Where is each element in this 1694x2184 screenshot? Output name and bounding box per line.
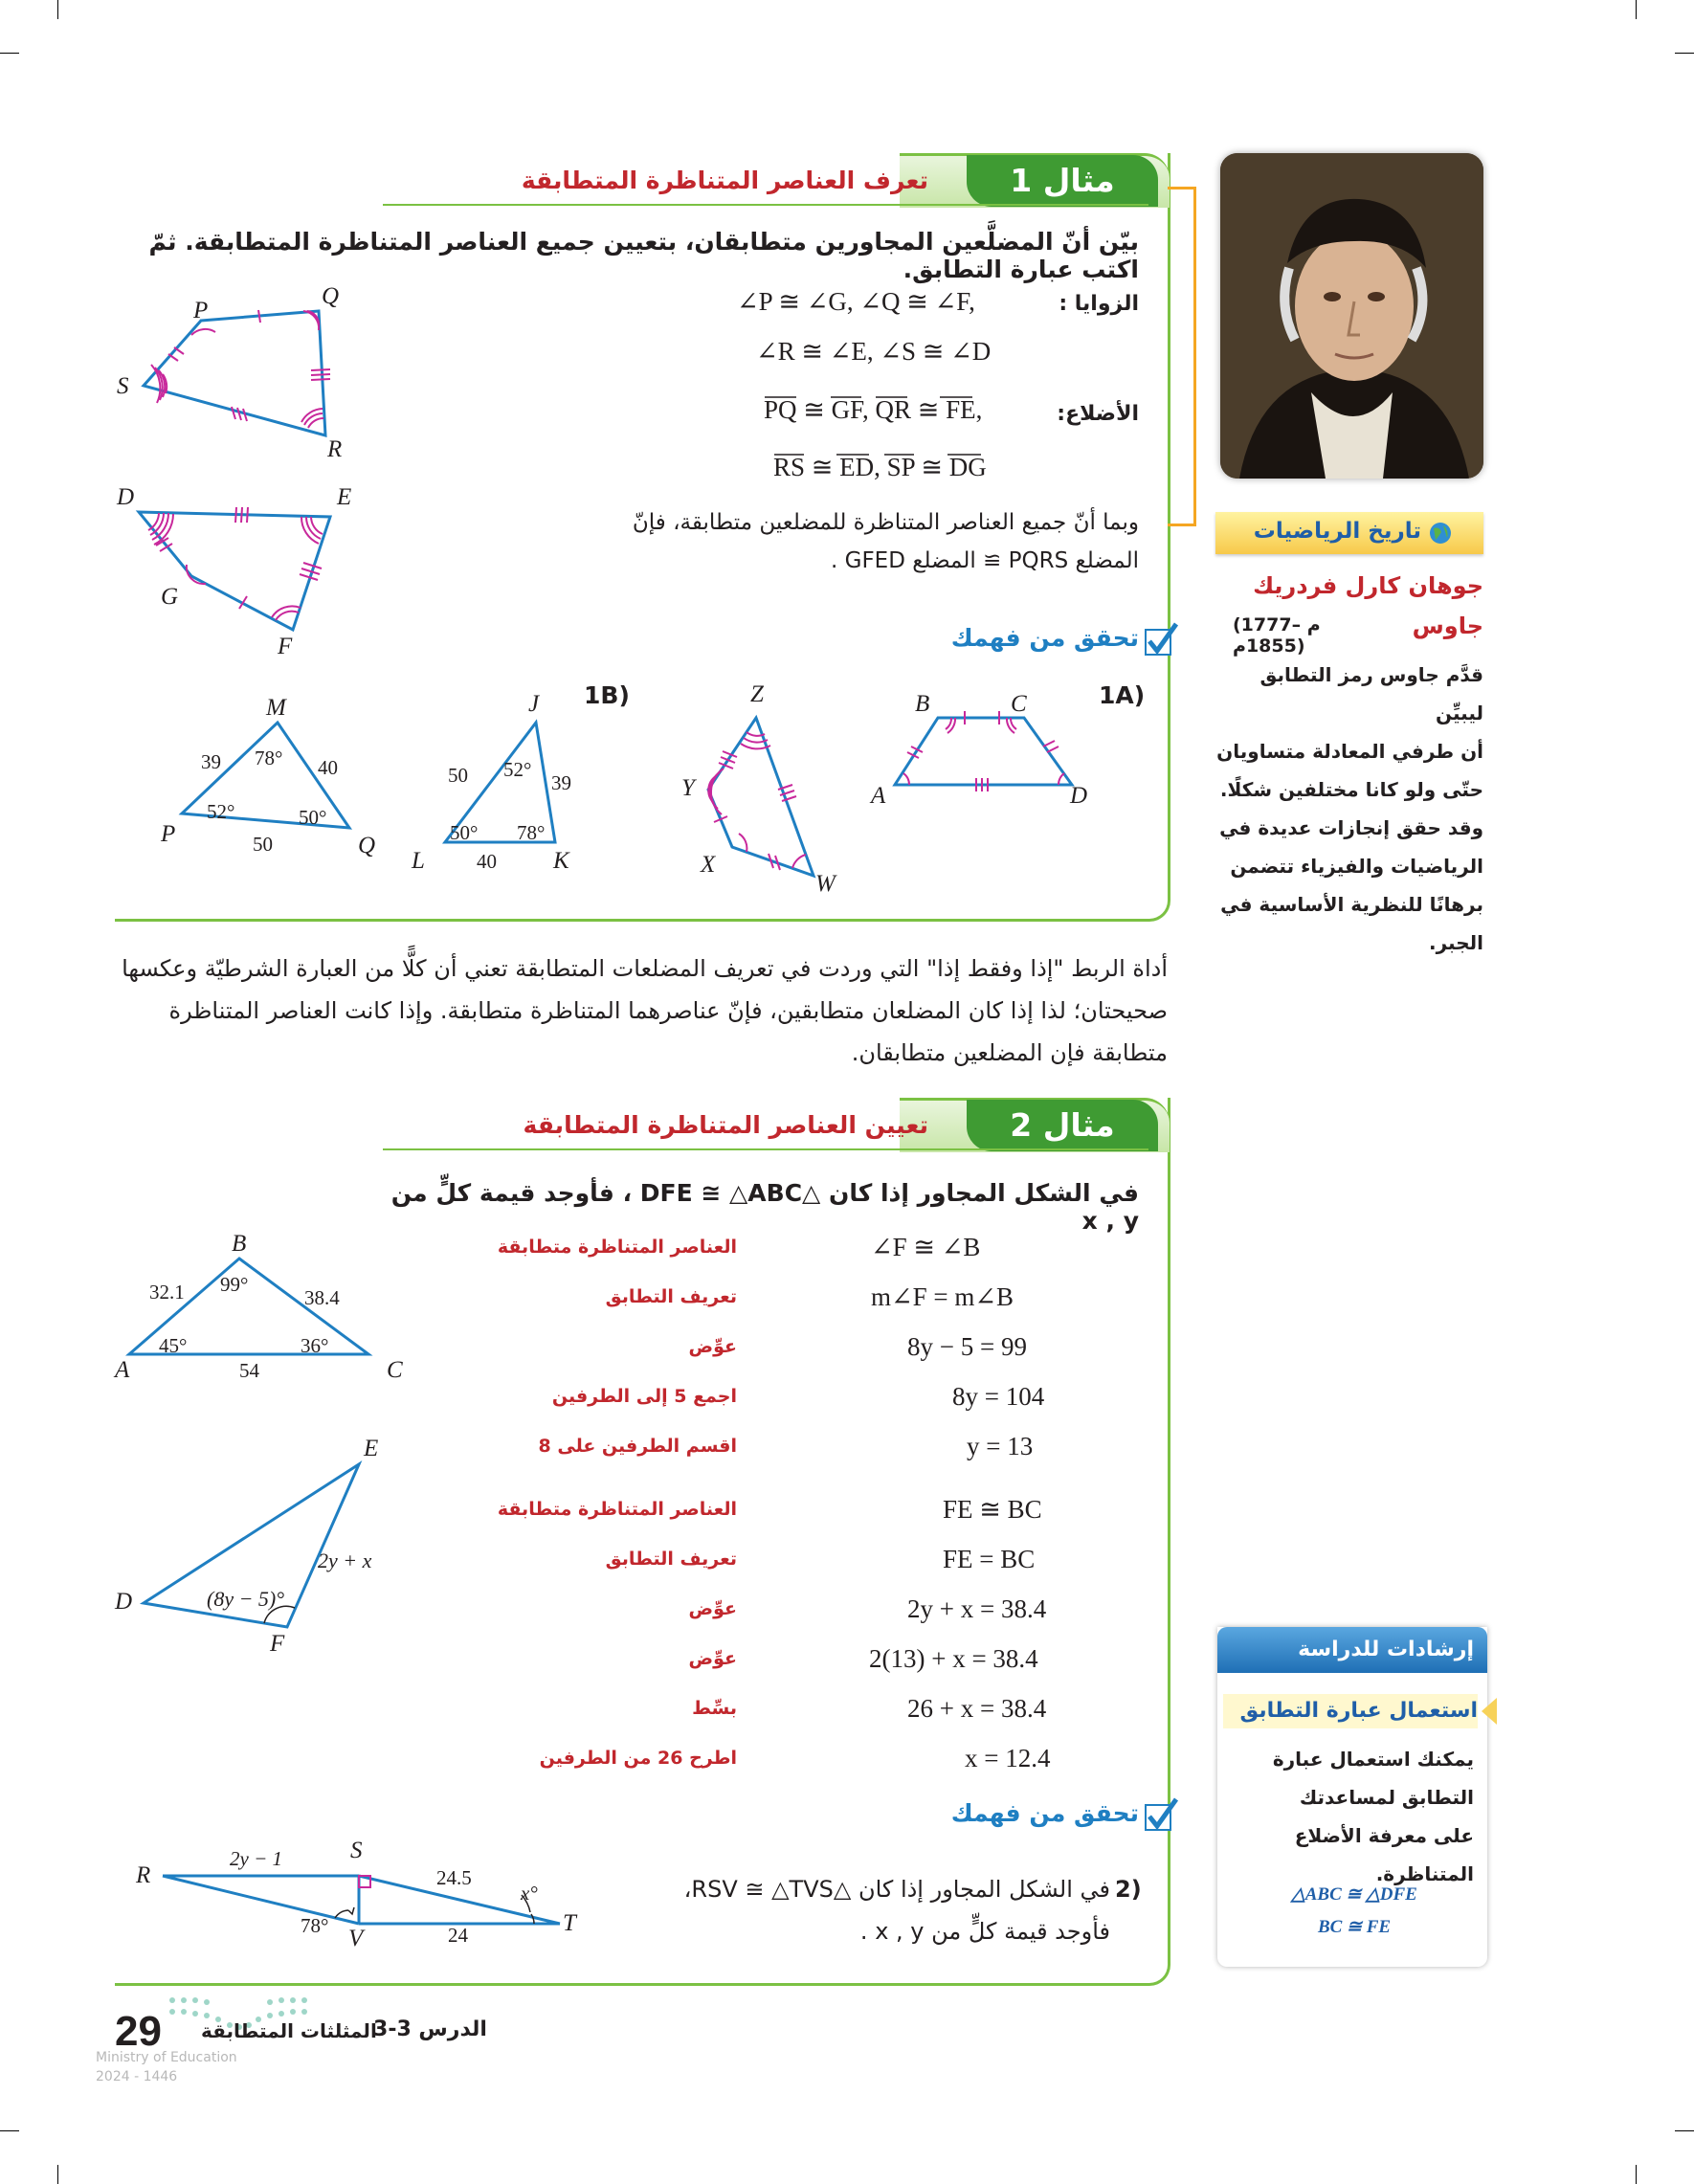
vertex-label: R [327, 436, 343, 462]
quad-pqrs-figure [105, 282, 402, 445]
history-body-line: الرياضيات والفيزياء تتضمن [1230, 855, 1483, 878]
history-title: تاريخ الرياضيات [1253, 519, 1421, 544]
study-tip-line: التطابق لمساعدتك [1299, 1786, 1474, 1809]
pointer-arrow [1482, 1698, 1497, 1725]
vertex-label: T [563, 1910, 576, 1936]
step-equation: FE = BC [943, 1545, 1036, 1573]
crop-mark [1675, 53, 1694, 54]
vertex-label: B [915, 691, 930, 717]
ministry-text: Ministry of Education [96, 2050, 237, 2065]
step-equation: 8y = 104 [952, 1382, 1045, 1411]
vertex-label: R [136, 1862, 151, 1888]
angle-label: 78° [301, 1914, 329, 1937]
side-label: 39 [551, 771, 571, 794]
portrait-image [1220, 153, 1483, 479]
vertex-label: X [701, 852, 716, 878]
lesson-title: المثلثات المتطابقة [201, 2019, 377, 2042]
vertex-label: Q [322, 283, 340, 309]
example1-tab: مثال 1 [967, 155, 1158, 207]
vertex-label: D [117, 484, 135, 510]
step-reason: العناصر المتناظرة متطابقة [497, 1237, 737, 1258]
angle-label: 45° [159, 1334, 188, 1357]
vertex-label: M [266, 695, 286, 721]
figure-rstv [144, 1857, 574, 1933]
globe-icon [1428, 521, 1453, 546]
angle-label: 99° [220, 1273, 249, 1296]
history-body-line: قدَّم جاوس رمز التطابق ليبيِّن [1259, 663, 1483, 724]
vertex-label: W [815, 871, 836, 897]
check-icon [1144, 1797, 1180, 1832]
year-text: 2024 - 1446 [96, 2069, 178, 2084]
vertex-label: F [270, 1631, 285, 1657]
side-label: 40 [318, 756, 338, 779]
history-body [1215, 656, 1483, 962]
paragraph-line: متطابقة فإن المضلعين متطابقان. [851, 1039, 1168, 1066]
vertex-label: P [193, 298, 209, 323]
vertex-label: B [232, 1231, 247, 1257]
study-tip-example2: BC ≅ FE [1317, 1917, 1392, 1937]
step-equation: 8y − 5 = 99 [907, 1332, 1027, 1361]
angles-label: الزوايا : [1059, 292, 1139, 316]
trapezoid-abcd-figure [880, 708, 1091, 804]
angle-expression: x° [521, 1882, 538, 1905]
crop-mark [57, 2165, 58, 2184]
vertex-label: E [364, 1436, 379, 1461]
history-name-line2: جاوس [1412, 613, 1483, 639]
quad-defg-figure [105, 488, 402, 651]
step-reason: اجمع 5 إلى الطرفين [551, 1386, 737, 1407]
study-tip-subtitle: استعمال عبارة التطابق [1223, 1694, 1478, 1728]
vertex-label: Q [358, 833, 376, 858]
crop-mark [0, 53, 19, 54]
question-number: 2) [1115, 1876, 1142, 1903]
question-label-1B: 1B) [584, 681, 630, 709]
vertex-label: P [161, 821, 176, 847]
history-body-line: أن طرفي المعادلة متساويان [1216, 740, 1483, 763]
step-equation: m∠F = m∠B [871, 1282, 1014, 1311]
crop-mark [0, 2130, 19, 2131]
step-reason: اقسم الطرفين على 8 [538, 1436, 737, 1457]
step-equation: 2(13) + x = 38.4 [869, 1644, 1038, 1673]
side-label: 50 [253, 833, 273, 856]
vertex-label: D [115, 1589, 133, 1615]
study-tip-line: يمكنك استعمال عبارة [1272, 1748, 1474, 1771]
study-tip-example1: △ABC ≅ △DFE [1291, 1884, 1417, 1905]
step-equation: FE ≅ BC [943, 1495, 1042, 1524]
vertex-label: S [117, 373, 129, 399]
study-tip-line: على معرفة الأضلاع [1294, 1824, 1474, 1847]
side-label: 38.4 [304, 1286, 340, 1309]
conclusion-line2: المضلع PQRS ≅ المضلع GFED . [831, 548, 1139, 573]
step-reason: تعريف التطابق [605, 1286, 737, 1307]
angle-label: 52° [503, 758, 532, 781]
triangle-mpq-figure [172, 713, 364, 847]
side-label: 24.5 [436, 1866, 472, 1889]
study-tip-body [1230, 1740, 1474, 1893]
angle-label: 52° [207, 800, 235, 823]
lesson-number: الدرس 3-3 [373, 2017, 487, 2041]
step-reason: عوِّض [688, 1598, 737, 1619]
study-tip-title: إرشادات للدراسة [1217, 1627, 1487, 1673]
angles-line1: ∠P ≅ ∠G, ∠Q ≅ ∠F, [737, 287, 975, 316]
step-reason: بسِّط [692, 1698, 737, 1719]
vertex-label: J [528, 691, 540, 717]
vertex-label: L [412, 848, 425, 874]
step-reason: العناصر المتناظرة متطابقة [497, 1499, 737, 1520]
history-body-line: حتّى ولو كانا مختلفين شكلًا. [1219, 778, 1483, 801]
side-label: 39 [201, 750, 221, 773]
sides-line2: RS ≅ ED, SP ≅ DG [773, 453, 987, 481]
example1-instruction: بيّن أنّ المضلَّعين المجاورين متطابقان، بتعيين جميع العناصر المتناظرة المتطابقة. ثمّ اكتب عبارة التطابق. [148, 228, 1139, 283]
history-name-line1: جوهان كارل فردريك [1253, 572, 1483, 599]
vertex-label: V [348, 1926, 364, 1951]
side-expression: 2y − 1 [230, 1847, 282, 1870]
side-label: 24 [448, 1924, 468, 1947]
question2-line2: فأوجد قيمة كلٍّ من x , y . [859, 1918, 1110, 1945]
step-equation: 26 + x = 38.4 [907, 1694, 1047, 1723]
question-label-1A: 1A) [1099, 681, 1146, 709]
vertex-label: C [1011, 691, 1027, 717]
crop-mark [57, 0, 58, 19]
vertex-label: Y [681, 775, 695, 801]
step-reason: اطرح 26 من الطرفين [539, 1748, 737, 1769]
angle-label: 78° [255, 747, 283, 769]
step-reason: عوِّض [688, 1336, 737, 1357]
vertex-label: F [278, 634, 293, 659]
example2-title: تعيين العناصر المتناظرة المتطابقة [523, 1111, 928, 1139]
vertex-label: Z [750, 681, 764, 707]
angle-label: 78° [517, 821, 546, 844]
crop-mark [1636, 0, 1637, 19]
example2-tab: مثال 2 [967, 1100, 1158, 1151]
step-equation: y = 13 [967, 1432, 1034, 1460]
check-icon [1144, 622, 1180, 657]
crop-mark [1675, 2130, 1694, 2131]
vertex-label: K [553, 848, 569, 874]
paragraph-line: صحيحتان؛ لذا إذا كان المضلعان متطابقين، فإنّ عناصرهما المتناظرة متطابقة. وإذا كانت العناصر المتناظرة [168, 997, 1168, 1024]
angles-line2: ∠R ≅ ∠E, ∠S ≅ ∠D [756, 337, 992, 366]
side-label: 54 [239, 1359, 259, 1382]
step-equation: ∠F ≅ ∠B [871, 1233, 981, 1261]
side-label: 40 [477, 850, 497, 873]
segment-overlines [756, 388, 1101, 464]
history-body-line: وقد حقق إنجازات عديدة في [1219, 816, 1483, 839]
page-number: 29 [115, 2008, 162, 2055]
side-label: 50 [448, 764, 468, 787]
step-equation: x = 12.4 [965, 1744, 1051, 1772]
paragraph-line: أداة الربط "إذا وفقط إذا" التي وردت في تعريف المضلعات المتطابقة تعني أن كلًّا من العبارة الشرطيّة وعكسها [122, 955, 1168, 982]
example1-title: تعرف العناصر المتناظرة المتطابقة [521, 167, 928, 194]
question2-line1: في الشكل المجاور إذا كان △RSV ≅ △TVS، [683, 1876, 1110, 1903]
sides-label: الأضلاع: [1057, 402, 1139, 426]
vertex-label: D [1070, 783, 1088, 809]
angle-label: 50° [450, 821, 479, 844]
divider [383, 204, 1148, 206]
check-understanding-title: تحقق من فهمك [950, 624, 1139, 652]
vertex-label: G [161, 584, 179, 610]
step-reason: تعريف التطابق [605, 1549, 737, 1570]
vertex-label: S [350, 1838, 363, 1863]
vertex-label: A [115, 1357, 130, 1383]
divider [383, 1148, 1148, 1150]
conclusion-line1: وبما أنّ جميع العناصر المتناظرة للمضلعين متطابقة، فإنّ [632, 510, 1139, 535]
example2-instruction: في الشكل المجاور إذا كان △DFE ≅ △ABC ، فأوجد قيمة كلٍّ من x , y [390, 1179, 1139, 1235]
step-equation: 2y + x = 38.4 [907, 1594, 1047, 1623]
study-tip-line: المتناظرة. [1375, 1862, 1474, 1885]
side-label: 32.1 [149, 1281, 185, 1304]
check-understanding-title: تحقق من فهمك [950, 1799, 1139, 1827]
history-body-line: برهانًا للنظرية الأساسية في [1220, 893, 1483, 916]
angle-label: 36° [301, 1334, 329, 1357]
angle-expression: (8y − 5)° [207, 1587, 285, 1611]
connector-line [1168, 187, 1196, 526]
step-reason: عوِّض [688, 1648, 737, 1669]
history-years: (1777م – 1855م) [1233, 614, 1321, 657]
side-expression: 2y + x [318, 1549, 372, 1572]
gauss-portrait [1220, 153, 1483, 479]
vertex-label: A [871, 783, 886, 809]
vertex-label: E [337, 484, 352, 510]
history-body-line: الجبر. [1429, 931, 1483, 954]
angle-label: 50° [299, 806, 327, 829]
vertex-label: C [387, 1357, 403, 1383]
crop-mark [1636, 2165, 1637, 2184]
iff-paragraph [115, 947, 1168, 1074]
sides-line1: PQ ≅ GF, QR ≅ FE, [764, 395, 983, 424]
